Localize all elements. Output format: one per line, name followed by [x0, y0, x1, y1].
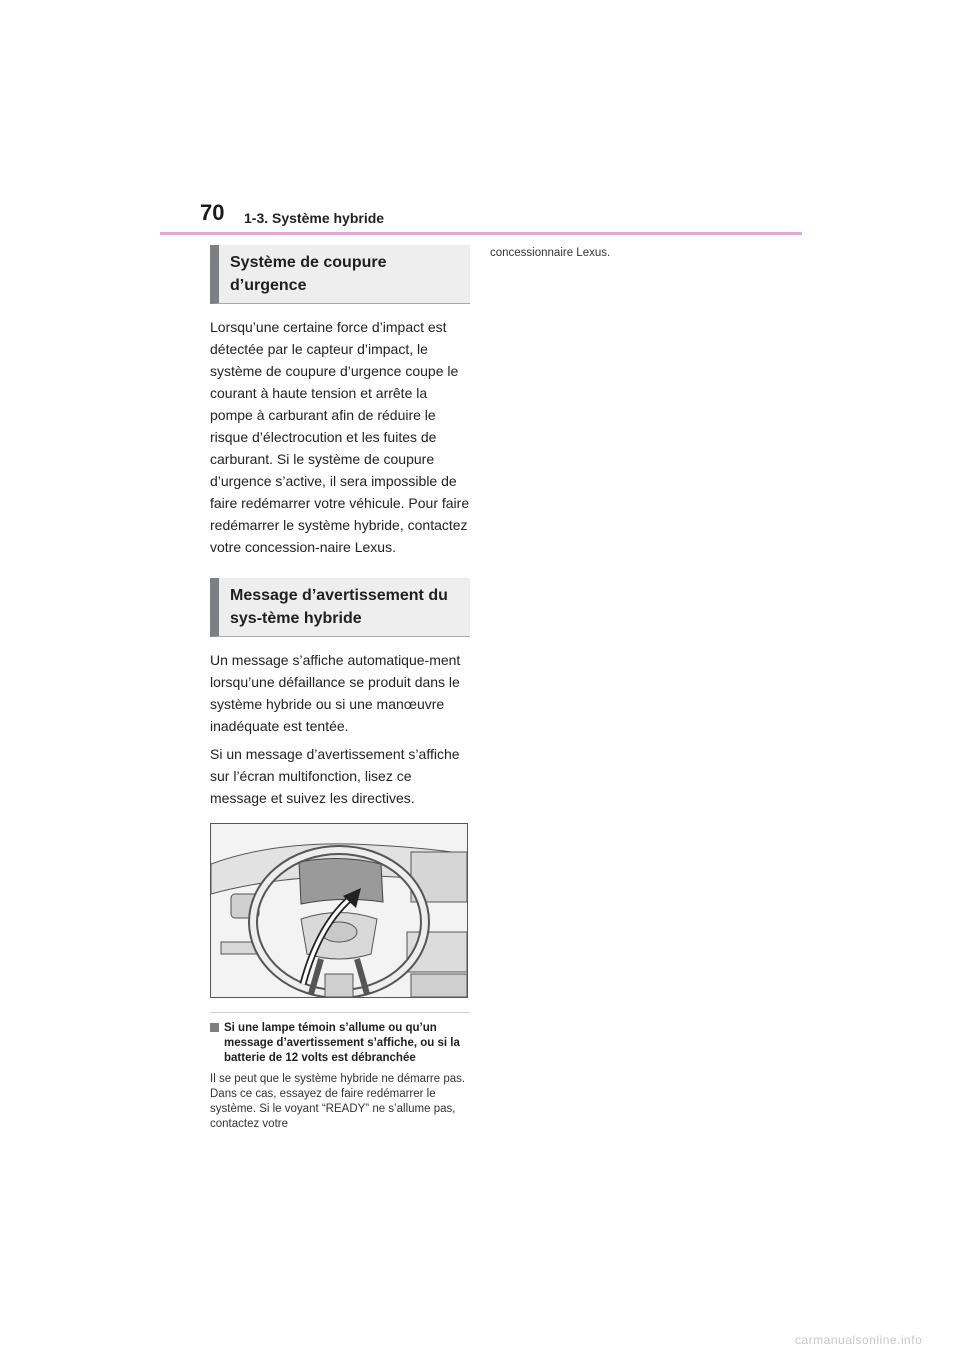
hybrid-warning-para-1: Un message s’affiche automatique-ment lorsqu’une défaillance se produit dans le système hybride ou si une manœuvre inadéquate est tentée. [210, 652, 461, 734]
note-divider [210, 1012, 470, 1013]
note-heading-text: Si une lampe témoin s’allume ou qu’un message d’avertissement s’affiche, ou si la batterie de 12 volts est débranchée [224, 1022, 460, 1064]
steering-wheel-illustration [211, 824, 467, 997]
section-title: 1-3. Système hybride [244, 210, 385, 226]
left-column [210, 245, 470, 1132]
header-divider [160, 232, 802, 235]
dashboard-illustration [210, 823, 468, 998]
hybrid-warning-para-2: Si un message d’avertissement s’affiche sur l’écran multifonction, lisez ce message et suivez les directives. [210, 746, 460, 806]
note-text: Il se peut que le système hybride ne démarre pas. Dans ce cas, essayez de faire redémarrer le système. Si le voyant “READY” ne s’allume pas, contactez votre [210, 1073, 466, 1130]
square-bullet-icon [210, 1023, 219, 1032]
watermark: carmanualsonline.info [795, 1333, 923, 1347]
continuation-text: concessionnaire Lexus. [490, 247, 611, 259]
note-heading [210, 1021, 470, 1066]
hybrid-warning-heading: Message d’avertissement du sys-tème hybride [210, 578, 470, 637]
emergency-shutoff-text: Lorsqu’une certaine force d’impact est détectée par le capteur d’impact, le système de coupure d’urgence coupe le courant à haute tension et arrête la pompe à carburant afin de réduire le risque d’électrocution et les fuites de carburant. Si le système de coupure d’urgence s’active, il sera impossible de faire redémarrer votre véhicule. Pour faire redémarrer le système hybride, contactez votre concession-naire Lexus. [210, 319, 470, 555]
page-number: 70 [200, 200, 225, 225]
emergency-shutoff-heading: Système de coupure d’urgence [210, 245, 470, 304]
right-column [490, 245, 790, 261]
